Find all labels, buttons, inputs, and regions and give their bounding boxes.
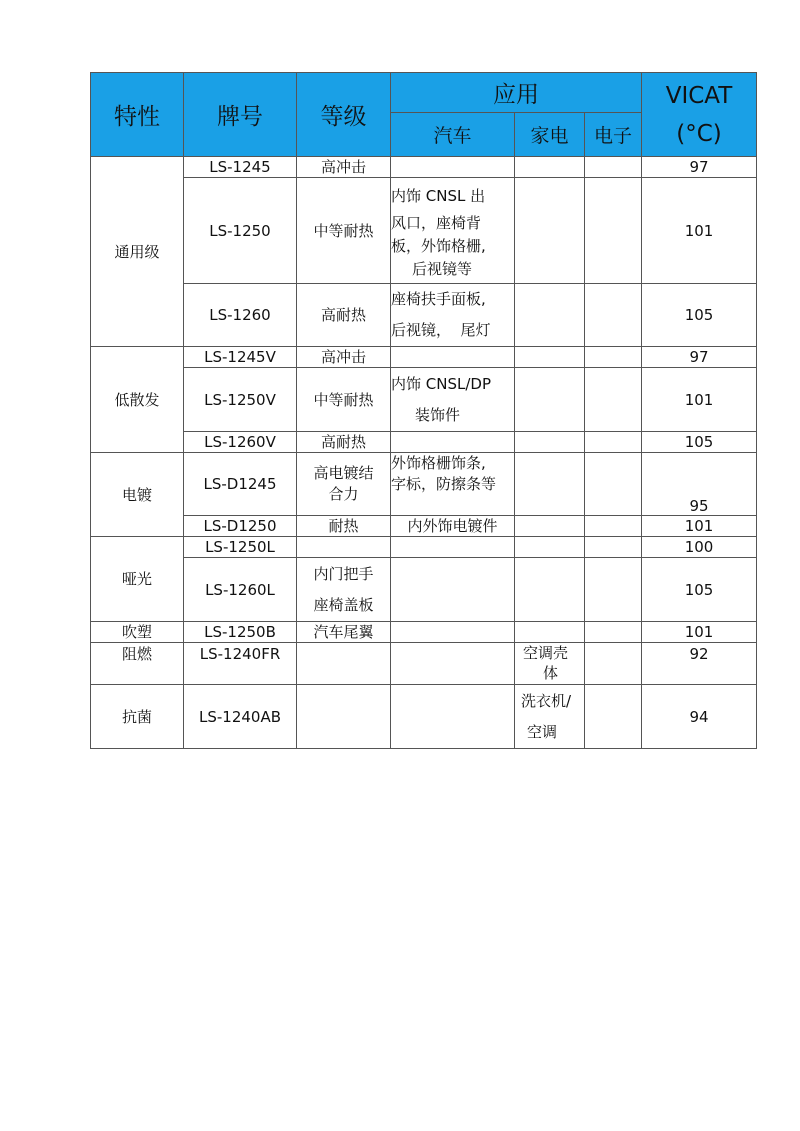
grade-cell: LS-D1250 (184, 516, 297, 537)
vicat-cell: 92 (642, 643, 757, 685)
level-line: 内门把手 (313, 564, 374, 583)
appliance-cell (515, 453, 585, 516)
header-electronics: 电子 (585, 113, 642, 157)
table-row (91, 284, 757, 347)
auto-line: 字标，防擦条等 (391, 475, 497, 493)
group-low-emission: 低散发 (91, 347, 184, 453)
electronics-cell (585, 347, 642, 368)
grade-cell: LS-1260L (184, 558, 297, 622)
auto-cell (391, 685, 515, 749)
electronics-cell (585, 284, 642, 347)
group-antibac: 抗菌 (91, 685, 184, 749)
appliance-cell (515, 368, 585, 432)
vicat-cell: 94 (642, 685, 757, 749)
appliance-line: 体 (543, 664, 559, 682)
table-row (91, 622, 757, 643)
header-level: 等级 (297, 73, 391, 157)
appliance-line: 洗衣机/ (521, 691, 572, 710)
appliance-cell (515, 558, 585, 622)
electronics-cell (585, 432, 642, 453)
appliance-cell (515, 347, 585, 368)
auto-line: 风口，座椅背 (391, 213, 482, 232)
level-cell: 耐热 (297, 516, 391, 537)
header-vicat-label: VICAT (665, 82, 733, 109)
level-cell: 中等耐热 (297, 178, 391, 284)
electronics-cell (585, 537, 642, 558)
header-vicat-unit: (°C) (676, 120, 722, 147)
appliance-cell (515, 685, 585, 749)
vicat-cell: 101 (642, 178, 757, 284)
auto-cell: 内外饰电镀件 (391, 516, 515, 537)
electronics-cell (585, 368, 642, 432)
electronics-cell (585, 685, 642, 749)
electronics-cell (585, 453, 642, 516)
electronics-cell (585, 622, 642, 643)
header-auto: 汽车 (391, 113, 515, 157)
auto-cell (391, 432, 515, 453)
level-cell (297, 453, 391, 516)
appliance-cell (515, 537, 585, 558)
grade-cell: LS-1245V (184, 347, 297, 368)
level-cell (297, 558, 391, 622)
auto-line: 后视镜等 (412, 259, 473, 278)
electronics-cell (585, 516, 642, 537)
vicat-cell: 105 (642, 284, 757, 347)
grade-cell: LS-1240FR (184, 643, 297, 685)
auto-line: 座椅扶手面板, (391, 290, 486, 308)
electronics-cell (585, 558, 642, 622)
appliance-cell (515, 643, 585, 685)
grade-cell: LS-1245 (184, 157, 297, 178)
grade-cell: LS-1250 (184, 178, 297, 284)
level-cell: 中等耐热 (297, 368, 391, 432)
table-row (91, 643, 757, 685)
appliance-cell (515, 432, 585, 453)
auto-cell (391, 368, 515, 432)
grade-cell: LS-D1245 (184, 453, 297, 516)
header-row-1 (91, 73, 757, 113)
auto-cell (391, 643, 515, 685)
auto-cell (391, 558, 515, 622)
vicat-cell: 95 (642, 453, 757, 516)
appliance-cell (515, 284, 585, 347)
level-cell (297, 685, 391, 749)
appliance-cell (515, 622, 585, 643)
auto-line: 后视镜， 尾灯 (391, 321, 491, 339)
appliance-cell (515, 516, 585, 537)
electronics-cell (585, 157, 642, 178)
table-row (91, 157, 757, 178)
level-line: 座椅盖板 (313, 595, 374, 614)
table-row (91, 432, 757, 453)
level-cell: 汽车尾翼 (297, 622, 391, 643)
level-cell (297, 643, 391, 685)
group-general: 通用级 (91, 157, 184, 347)
auto-cell (391, 157, 515, 178)
level-cell (297, 537, 391, 558)
level-cell: 高冲击 (297, 157, 391, 178)
vicat-cell: 101 (642, 516, 757, 537)
table-row (91, 558, 757, 622)
level-cell: 高耐热 (297, 284, 391, 347)
vicat-cell: 101 (642, 368, 757, 432)
vicat-cell: 101 (642, 622, 757, 643)
electronics-cell (585, 643, 642, 685)
appliance-line: 空调壳 (523, 644, 569, 662)
auto-line: 装饰件 (415, 405, 461, 424)
product-spec-table (90, 72, 757, 749)
appliance-cell (515, 178, 585, 284)
level-cell: 高冲击 (297, 347, 391, 368)
vicat-cell: 97 (642, 347, 757, 368)
electronics-cell (585, 178, 642, 284)
grade-cell: LS-1260 (184, 284, 297, 347)
auto-line: 内饰 CNSL 出 (391, 186, 486, 205)
level-line: 合力 (328, 485, 359, 503)
auto-cell (391, 537, 515, 558)
auto-cell (391, 178, 515, 284)
vicat-cell: 105 (642, 558, 757, 622)
group-plating: 电镀 (91, 453, 184, 537)
table-row (91, 685, 757, 749)
appliance-cell (515, 157, 585, 178)
auto-line: 板，外饰格栅, (391, 236, 486, 255)
table-row (91, 453, 757, 516)
auto-line: 内饰 CNSL/DP (391, 374, 491, 393)
table-row (91, 347, 757, 368)
header-application: 应用 (391, 73, 642, 113)
auto-line: 外饰格栅饰条, (391, 454, 486, 472)
header-vicat (642, 73, 757, 157)
table-row (91, 178, 757, 284)
level-line: 高电镀结 (313, 464, 374, 482)
vicat-cell: 100 (642, 537, 757, 558)
group-matte: 哑光 (91, 537, 184, 622)
grade-cell: LS-1260V (184, 432, 297, 453)
group-blow: 吹塑 (91, 622, 184, 643)
level-cell: 高耐热 (297, 432, 391, 453)
appliance-line: 空调 (527, 722, 558, 741)
vicat-cell: 105 (642, 432, 757, 453)
auto-cell (391, 347, 515, 368)
header-grade-no: 牌号 (184, 73, 297, 157)
table-row (91, 516, 757, 537)
vicat-cell: 97 (642, 157, 757, 178)
header-appliance: 家电 (515, 113, 585, 157)
auto-cell (391, 453, 515, 516)
header-property: 特性 (91, 73, 184, 157)
auto-cell (391, 622, 515, 643)
auto-cell (391, 284, 515, 347)
group-flame: 阻燃 (91, 643, 184, 685)
grade-cell: LS-1250L (184, 537, 297, 558)
grade-cell: LS-1250V (184, 368, 297, 432)
table-row (91, 368, 757, 432)
grade-cell: LS-1240AB (184, 685, 297, 749)
grade-cell: LS-1250B (184, 622, 297, 643)
table-row (91, 537, 757, 558)
